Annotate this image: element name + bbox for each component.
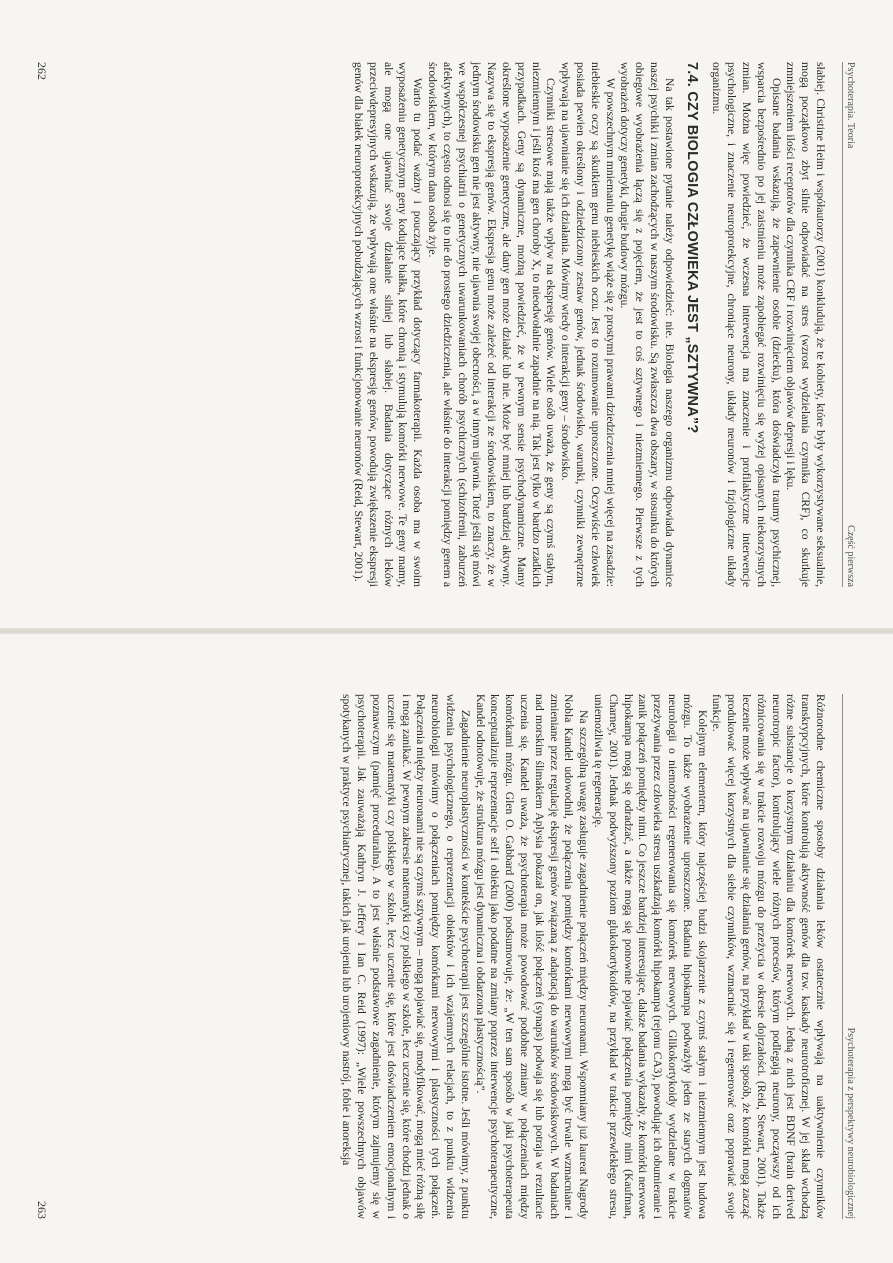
left-page-body: [350, 62, 827, 587]
paragraph: Opisane badania wskazują, że zapewnienie osobie (dziecku), która doświadczyła traumy psychicznej, wsparcia bezpośrednio po jej zaistnieniu może zapobiegać rozwinięciu się wyżej opisanych niekorzystnych zmian. Można więc powiedzieć, że wczesna interwencja ma znaczenie i profilaktyczne interwencje psychologiczne, i znaczenie neuroprotekcyjne, chroniące neurony, układy neuronów i fizjologiczne układy organizmu.: [710, 62, 783, 587]
left-page: [0, 0, 893, 631]
paragraph: słabiej. Christine Heim i współautorzy (2001) konkludują, że te kobiety, które były wykorzystywane seksualnie, mogą początkowo zbyt silnie odpowiadać na stres (wzrost wydzielania czynnika CRF), co skutkuje zmniejszeniem ilości receptorów dla czynnika CRF i rozwinięciem objawów depresji i lęku.: [784, 62, 827, 587]
running-head-title: Psychoterapia. Teoria: [845, 62, 856, 149]
paragraph: Zagadnienie neuroplastyczności w kontekście psychoterapii jest szczególnie istotne. Jeśli mówimy, z punktu widzenia psychologicznego, o reprezentacji obiektów i ich wzajemnych relacjach, to z punktu widzenia neurobiologii mówimy o połączeniach pomiędzy komórkami nerwowymi i plastyczności tych połączeń. Połączenia między neuronami nie są czymś sztywnym – mogą pojawiać się, modyfikować, mogą mieć różną siłę i mogą zanikać. W pewnym zakresie matematyki czy polskiego w szkole, lecz uczenie się, które chodzi jednak o uczenie się matematyki czy polskiego w szkole, lecz uczenie się, które jest doświadczeniem emocjonalnym i poznawczym (pamięć proceduralna). A to jest właśnie podstawowe zagadnienie, którym zajmujemy się w psychoterapii. Jak zauważają Kathryn J. Jeffery i Ian C. Reid (1997): „Wiele powszechnych objawów spotykanych w praktyce psychiatrycznej, takich jak urojenia lub urojeniowy nastrój, fobie i anoreksja: [340, 694, 472, 1219]
running-head: [842, 62, 857, 587]
page-number: 263: [35, 1201, 49, 1219]
running-head: [842, 694, 857, 1219]
right-page-body: [339, 694, 827, 1219]
paragraph: Na szczególną uwagę zasługuje zagadnienie połączeń między neuronami. Wspomniany już laureat Nagrody Nobla Kandel udowodnił, że połączenia pomiędzy komórkami nerwowymi mogą być trwale wzmacniane i zmieniane przez regulację ekspresji genów związaną z adaptacją do warunków środowiskowych. W badaniach nad morskim ślimakiem Aplysia pokazał on, jak ilość połączeń (synaps) podwaja się lub potraja w rezultacie uczenia się. Kandel uważa, że psychoterapia może powodować podobne zmiany w połączeniach między komórkami mózgu. Glen O. Gabbard (2000) podsumowuje, że: „W ten sam sposób w jaki psychoterapeuta konceptualizuje reprezentacje self i obiektu jako podatne na zmiany poprzez interwencje psychoterapeutyczne, Kandel odnotowuje, że struktura mózgu jest dynamiczna i obdarzona plastycznością”.: [473, 694, 591, 1219]
paragraph: Warto tu podać ważny i pouczający przykład dotyczący farmakoterapii. Każda osoba ma w swoim wyposażeniu genetycznym geny kodujące białka, które chronią i stymulują komórki nerwowe. Te geny mamy, ale mogą one ujawniać swoje działanie silniej lub słabiej. Badania dotyczące różnych leków przeciwdepresyjnych wskazują, że wpływają one właśnie na ekspresję genów, powodują zwiększenie ekspresji genów dla białek neuroprotekcyjnych pobudzających wzrost i funkcjonowanie neuronów (Reid, Stewart, 2001).: [352, 62, 425, 587]
paragraph: W powszechnym mniemaniu genetykę wiąże się z prostymi prawami dziedziczenia mniej więcej na zasadzie: niebieskie oczy są skutkiem genu niebieskich oczu. Jest to rozumowanie uproszczone. Oczywiście człowiek posiada pewien określony i odziedziczony zestaw genów, jednak środowisko, warunki, czynniki zewnętrzne wpływają na ujawnianie się ich działania. Mówimy wtedy o interakcji geny – środowisko.: [559, 62, 617, 587]
page-number: 262: [35, 62, 49, 80]
paragraph: Różnorodne chemiczne sposoby działania leków ostatecznie wpływają na uaktywnienie czynników transkrypcyjnych, które kontrolują aktywność genów dla tzw. kaskady neurotroficznej. W jej skład wchodzą różne substancje o korzystnym działaniu dla komórek nerwowych. Jedną z nich jest BDNF (brain derived neurotropic factor), kontrolujący wiele różnych procesów, którym podlegają neurony, począwszy od ich różnicowania się w trakcie rozwoju mózgu do przeżycia w okresie dojrzałości. (Reid, Stewart, 2001). Także leczenie może wpływać na ujawnianie się działania genów, na przykład w taki sposób, że komórki mogą zacząć produkować więcej korzystnych dla siebie czynników, wzmacniać się i regenerować oraz poprawiać swoje funkcje.: [710, 694, 827, 1219]
right-page: [0, 632, 893, 1263]
paragraph: Kolejnym elementem, który najczęściej budzi skojarzenie z czymś stałym i niezmiennym jest budowa mózgu. To także wyobrażenie uproszczone. Badania hipokampa podważyły jeden ze starych dogmatów neurologii o niemożności regenerowania się komórek nerwowych. Glikokortykoidy wydzielane w trakcie przeżywania przez człowieka stresu uszkadzają komórki hipokampa (rejonu CA3), powodując ich obumieranie i zanik połączeń pomiędzy nimi. Co jeszcze bardziej interesujące, dalsze badania wykazały, że komórki nerwowe hipokampa mogą się odradzać, a także mogą się ponownie pojawiać połączenia pomiędzy nimi (Kaufman, Charney, 2001). Jednak podwyższony poziom glukokortykoidów, na przykład w trakcie przewlekłego stresu, uniemożliwia tę regenerację.: [592, 694, 709, 1219]
running-head-chapter: Psychoterapia z perspektywy neurobiologicznej: [845, 1027, 856, 1219]
paragraph: Na tak postawione pytanie należy odpowiedzieć: nie. Biologia naszego organizmu odpowiada dynamice naszej psychiki i zmian zachodzących w naszym środowisku. Są zwłaszcza dwa obszary, w stosunku do których obiegowe wyobrażenia łączą się z pojęciem, że jest to coś sztywnego i niezmiennego. Pierwsze z tych wyobrażeń dotyczy genetyki, drugie budowy mózgu.: [618, 62, 676, 587]
section-heading: 7.4. CZY BIOLOGIA CZŁOWIEKA JEST „SZTYWNA”?: [683, 62, 700, 434]
running-head-part: Część pierwsza: [845, 525, 856, 587]
paragraph: Czynniki stresowe mają także wpływ na ekspresję genów. Wiele osób uważa, że geny są czymś stałym, niezmiennym i jeśli ktoś ma gen choroby X, to nieodwołalnie zapadnie na nią. Tak jest tylko w bardzo rzadkich przypadkach. Geny są dynamiczne, możną powiedzieć, że w pewnym sensie psychodynamiczne. Mamy określone wyposażenie genetyczne, ale dany gen może działać lub nie. Może być mniej lub bardziej aktywny. Nazywa się to ekspresją genów. Ekspresja genu może zależeć od interakcji ze środowiskiem, to znaczy, że w jednym środowisku gen nie jest aktywny, nie ujawnia swojej obecności, a w innym ujawnia. Toteż jeśli się mówi we współczesnej psychiatrii o genetycznych uwarunkowaniach chorób psychicznych (schizofrenii, zaburzeń afektywnych), to często odnosi się to nie do prostego dziedziczenia, ale właśnie do interakcji pomiędzy genem a środowiskiem, w którym dana osoba żyje.: [426, 62, 558, 587]
